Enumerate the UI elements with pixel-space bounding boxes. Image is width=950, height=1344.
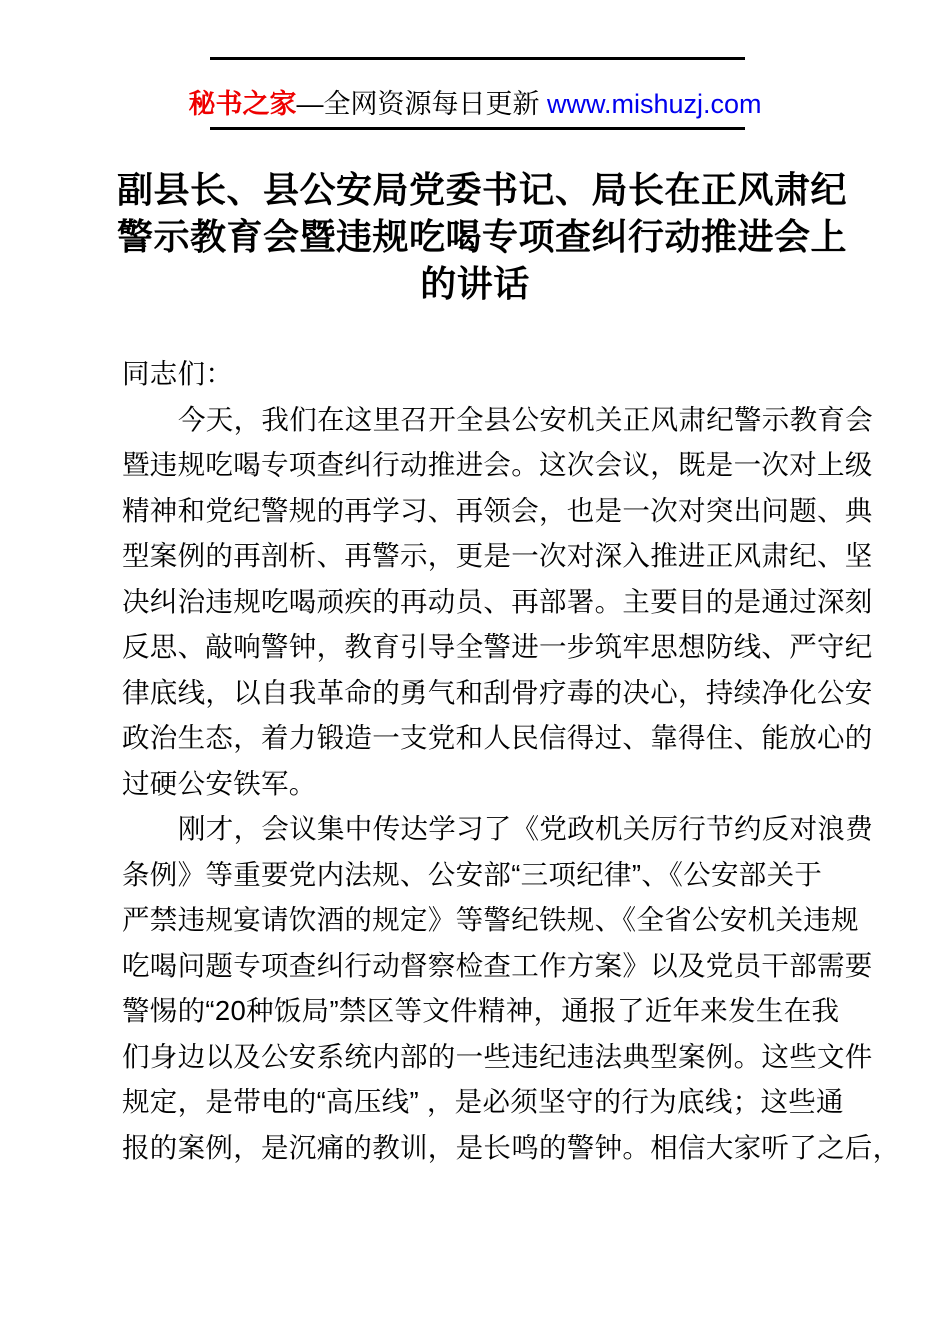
site-brand: 秘书之家: [188, 89, 297, 119]
body-line: 暨违规吃喝专项查纠行动推进会。这次会议，既是一次对上级: [122, 449, 873, 480]
body-line: 刚才，会议集中传达学习了《党政机关厉行节约反对浪费: [178, 813, 873, 844]
body-line: 报的案例，是沉痛的教训，是长鸣的警钟。相信大家听了之后，: [122, 1131, 901, 1163]
title-line: 的讲话: [420, 263, 530, 304]
body-line: 严禁违规宴请饮酒的规定》等警纪铁规、《全省公安机关违规: [122, 904, 859, 935]
body-line: 今天，我们在这里召开全县公安机关正风肃纪警示教育会: [178, 403, 873, 435]
body-line: 精神和党纪警规的再学习、再领会，也是一次对突出问题、典: [122, 494, 873, 526]
body-line: 型案例的再剖析、再警示，更是一次对深入推进正风肃纪、坚: [122, 540, 873, 571]
site-header: [0, 88, 950, 120]
body-line: 警惕的“20种饭局”禁区等文件精神，通报了近年来发生在我: [122, 995, 840, 1026]
body-line: 们身边以及公安系统内部的一些违纪违法典型案例。这些文件: [122, 1040, 873, 1072]
body-line: 规定，是带电的“高压线” ，是必须坚守的行为底线；这些通: [122, 1086, 844, 1117]
body-line: 过硬公安铁军。: [122, 767, 317, 799]
site-url-link[interactable]: www.mishuzj.com: [546, 89, 762, 119]
body-line: 政治生态，着力锻造一支党和人民信得过、靠得住、能放心的: [122, 722, 873, 753]
site-tagline: —全网资源每日更新: [296, 89, 547, 119]
body-text: [122, 351, 901, 1170]
header-top-rule: [210, 57, 745, 60]
body-line: 决纠治违规吃喝顽疾的再动员、再部署。主要目的是通过深刻: [122, 585, 873, 617]
document-title: [117, 166, 848, 307]
body-line: 反思、敲响警钟，教育引导全警进一步筑牢思想防线、严守纪: [122, 631, 873, 662]
header-bottom-rule: [210, 127, 745, 130]
body-line: 条例》等重要党内法规、公安部“三项纪律”、《公安部关于: [122, 858, 823, 890]
body-line: 吃喝问题专项查纠行动督察检查工作方案》以及党员干部需要: [122, 949, 873, 981]
body-line: 律底线，以自我革命的勇气和刮骨疗毒的决心，持续净化公安: [122, 676, 873, 708]
title-line: 警示教育会暨违规吃喝专项查纠行动推进会上: [117, 216, 848, 257]
body-line: 同志们：: [122, 358, 234, 389]
title-line: 副县长、县公安局党委书记、局长在正风肃纪: [117, 169, 848, 210]
